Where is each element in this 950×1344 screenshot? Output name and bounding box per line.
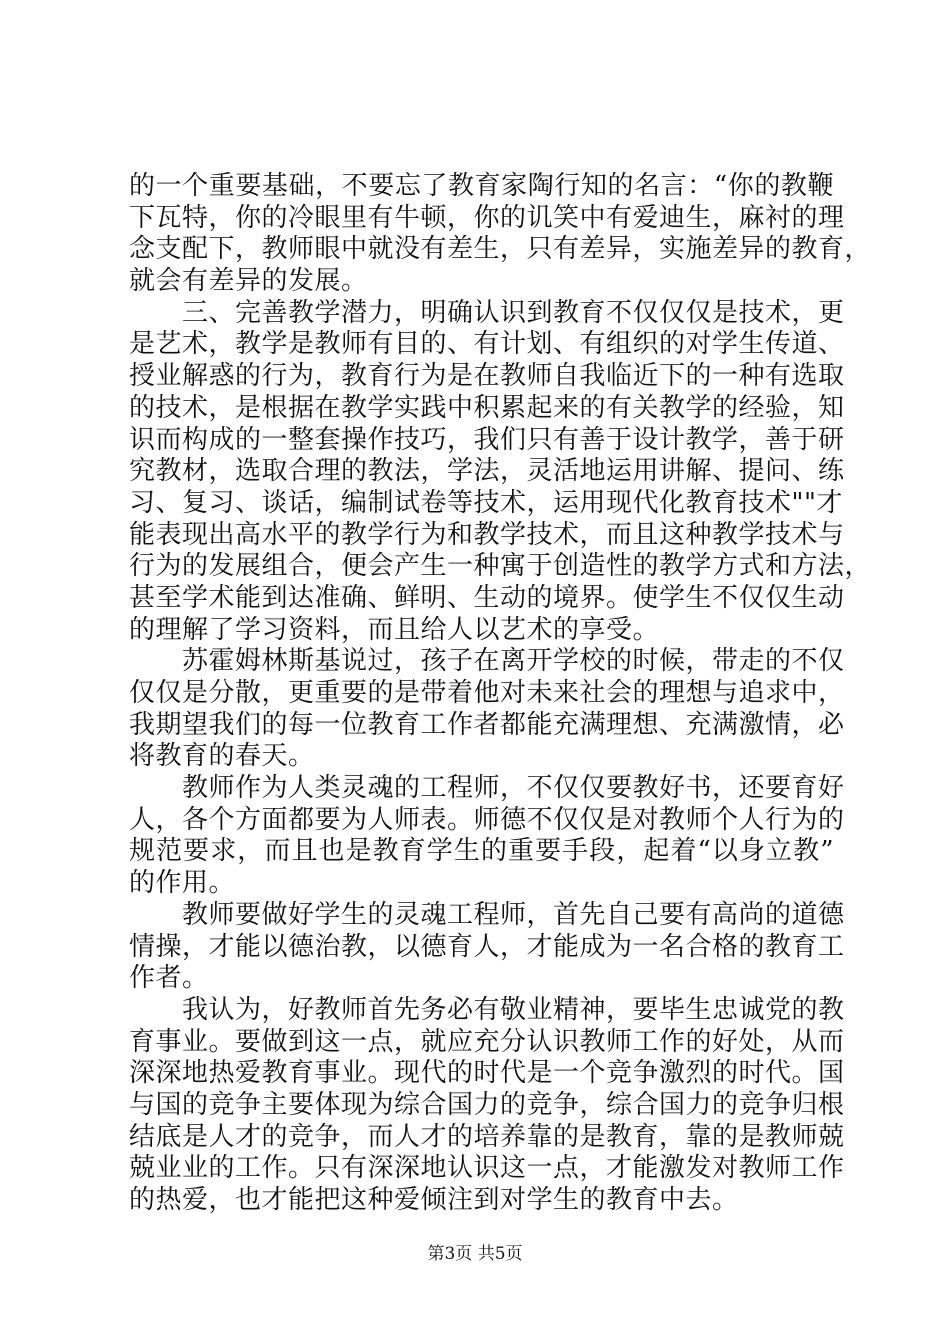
- document-body: [129, 171, 872, 1217]
- text-line: 就会有差异的发展。: [129, 266, 368, 297]
- text-line: 深深地热爱教育事业。现代的时代是一个竞争激烈的时代。国: [129, 1058, 845, 1089]
- text-line: 仅仅是分散，更重要的是带着他对未来社会的理想与追求中，: [129, 678, 845, 708]
- text-line: 识而构成的一整套操作技巧，我们只有善于设计教学，善于研: [129, 424, 845, 455]
- text-line: 授业解惑的行为，教育行为是在教师自我临近下的一种有选取: [129, 361, 845, 392]
- text-line: 兢业业的工作。只有深深地认识这一点，才能激发对教师工作: [129, 1153, 845, 1184]
- text-line: 行为的发展组合，便会产生一种寓于创造性的教学方式和方法，: [129, 551, 872, 582]
- text-line: 的热爱，也才能把这种爱倾注到对学生的教育中去。: [129, 1185, 739, 1215]
- text-line: 是艺术，教学是教师有目的、有计划、有组织的对学生传道、: [129, 329, 845, 360]
- text-line: 作者。: [129, 963, 209, 994]
- text-line: 甚至学术能到达准确、鲜明、生动的境界。使学生不仅仅生动: [129, 582, 845, 613]
- text-line: 苏霍姆林斯基说过，孩子在离开学校的时候，带走的不仅: [129, 646, 845, 677]
- text-line: 能表现出高水平的教学行为和教学技术，而且这种教学技术与: [129, 519, 845, 550]
- text-line: 的理解了学习资料，而且给人以艺术的享受。: [129, 614, 660, 645]
- text-line: 教师要做好学生的灵魂工程师，首先自己要有高尚的道德: [129, 899, 845, 930]
- text-line: 念支配下，教师眼中就没有差生，只有差异，实施差异的教育，: [129, 234, 872, 265]
- text-line: 的技术，是根据在教学实践中积累起来的有关教学的经验，知: [129, 392, 845, 423]
- text-line: 的作用。: [129, 868, 236, 899]
- text-line: 结底是人才的竞争，而人才的培养靠的是教育，靠的是教师兢: [129, 1121, 845, 1152]
- text-line: 我期望我们的每一位教育工作者都能充满理想、充满激情，必: [129, 709, 845, 740]
- text-line: 习、复习、谈话，编制试卷等技术，运用现代化教育技术""才: [129, 487, 843, 518]
- text-line: 三、完善教学潜力，明确认识到教育不仅仅仅是技术，更: [129, 297, 845, 328]
- text-line: 与国的竞争主要体现为综合国力的竞争，综合国力的竞争归根: [129, 1089, 845, 1120]
- text-line: 我认为，好教师首先务必有敬业精神，要毕生忠诚党的教: [129, 994, 845, 1025]
- text-line: 规范要求，而且也是教育学生的重要手段，起着“以身立教”: [129, 836, 834, 867]
- text-line: 人，各个方面都要为人师表。师德不仅仅是对教师个人行为的: [129, 804, 845, 835]
- text-line: 的一个重要基础，不要忘了教育家陶行知的名言：“你的教鞭: [129, 171, 834, 201]
- page-footer: 第3页 共5页: [427, 1244, 523, 1264]
- text-line: 情操，才能以德治教，以德育人，才能成为一名合格的教育工: [129, 931, 845, 962]
- text-line: 育事业。要做到这一点，就应充分认识教师工作的好处，从而: [129, 1026, 845, 1057]
- text-line: 下瓦特，你的冷眼里有牛顿，你的讥笑中有爱迪生，麻衬的理: [129, 202, 845, 233]
- text-line: 教师作为人类灵魂的工程师，不仅仅要教好书，还要育好: [129, 773, 845, 804]
- text-line: 究教材，选取合理的教法，学法，灵活地运用讲解、提问、练: [129, 456, 845, 487]
- text-line: 将教育的春天。: [129, 741, 315, 772]
